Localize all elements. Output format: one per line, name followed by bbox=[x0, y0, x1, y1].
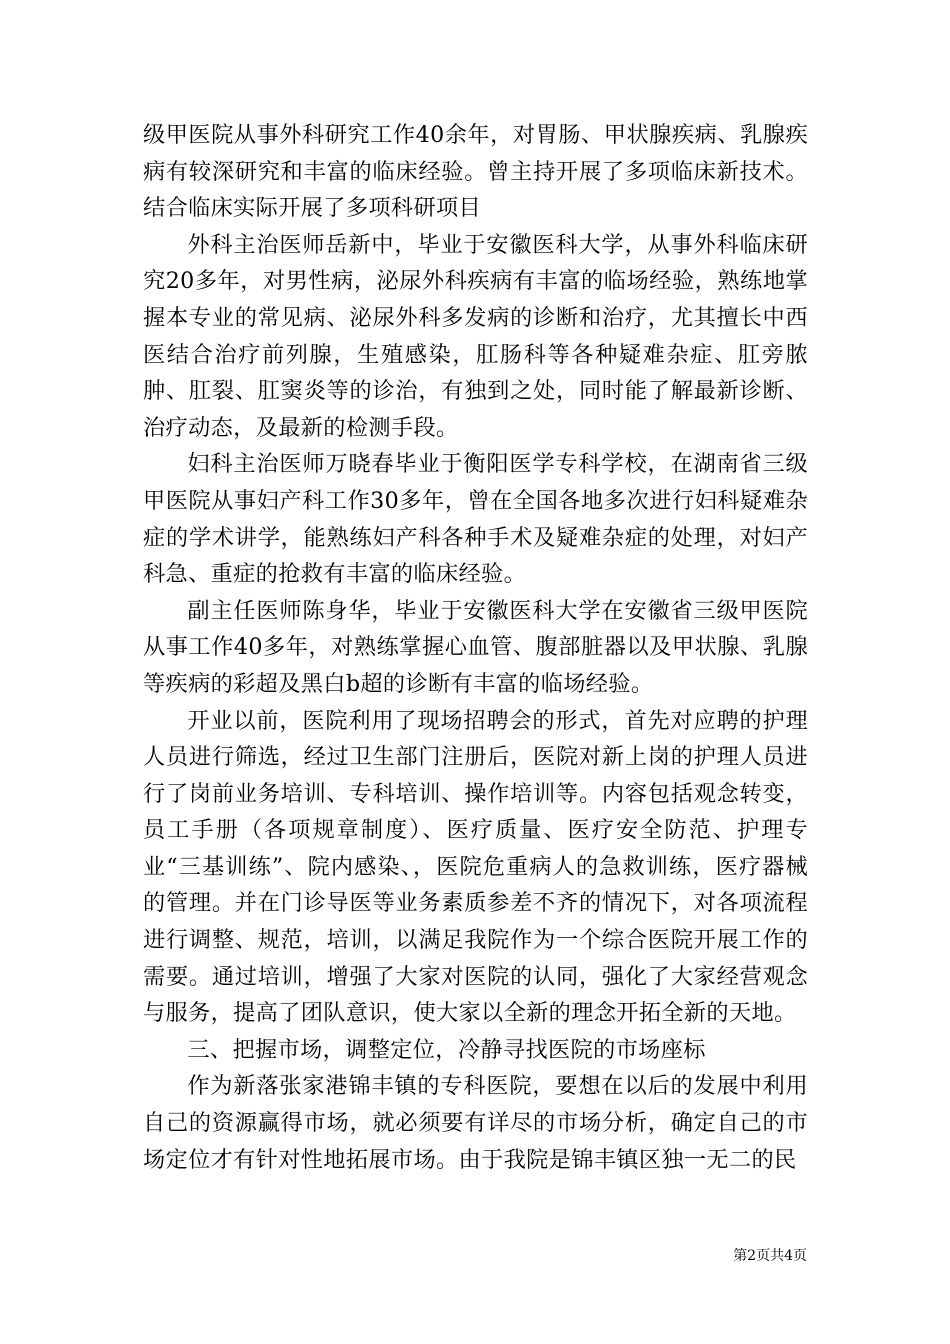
paragraph-4: 副主任医师陈身华，毕业于安徽医科大学在安徽省三级甲医院从事工作40多年，对熟练掌握心血管、腹部脏器以及甲状腺、乳腺等疾病的彩超及黑白b超的诊断有丰富的临场经验。 bbox=[143, 597, 808, 697]
paragraph-1: 级甲医院从事外科研究工作40余年，对胃肠、甲状腺疾病、乳腺疾病有较深研究和丰富的临床经验。曾主持开展了多项临床新技术。结合临床实际开展了多项科研项目 bbox=[143, 122, 808, 222]
document-body bbox=[143, 117, 808, 1178]
paragraph-5: 开业以前，医院利用了现场招聘会的形式，首先对应聘的护理人员进行筛选，经过卫生部门注册后，医院对新上岗的护理人员进行了岗前业务培训、专科培训、操作培训等。内容包括观念转变，员工手册（各项规章制度）、医疗质量、医疗安全防范、护理专业“三基训练”、院内感染、，医院危重病人的急救训练，医疗器械的管理。并在门诊导医等业务素质参差不齐的情况下，对各项流程进行调整、规范，培训，以满足我院作为一个综合医院开展工作的需要。通过培训，增强了大家对医院的认同，强化了大家经营观念与服务，提高了团队意识，使大家以全新的理念开拓全新的天地。 bbox=[143, 707, 808, 1027]
paragraph-2: 外科主治医师岳新中，毕业于安徽医科大学，从事外科临床研究20多年，对男性病，泌尿外科疾病有丰富的临场经验，熟练地掌握本专业的常见病、泌尿外科多发病的诊断和治疗，尤其擅长中西医结合治疗前列腺，生殖感染，肛肠科等各种疑难杂症、肛旁脓肿、肛裂、肛窦炎等的诊治，有独到之处，同时能了解最新诊断、治疗动态，及最新的检测手段。 bbox=[143, 231, 808, 441]
paragraph-3: 妇科主治医师万晓春毕业于衡阳医学专科学校，在湖南省三级甲医院从事妇产科工作30多年，曾在全国各地多次进行妇科疑难杂症的学术讲学，能熟练妇产科各种手术及疑难杂症的处理，对妇产科急、重症的抢救有丰富的临床经验。 bbox=[143, 451, 808, 588]
page-number: 第2页共4页 bbox=[733, 1248, 807, 1264]
section-heading: 三、把握市场，调整定位，冷静寻找医院的市场座标 bbox=[187, 1036, 706, 1063]
paragraph-6: 作为新落张家港锦丰镇的专科医院，要想在以后的发展中利用自己的资源赢得市场，就必须要有详尽的市场分析，确定自己的市场定位才有针对性地拓展市场。由于我院是锦丰镇区独一无二的民 bbox=[143, 1073, 808, 1173]
